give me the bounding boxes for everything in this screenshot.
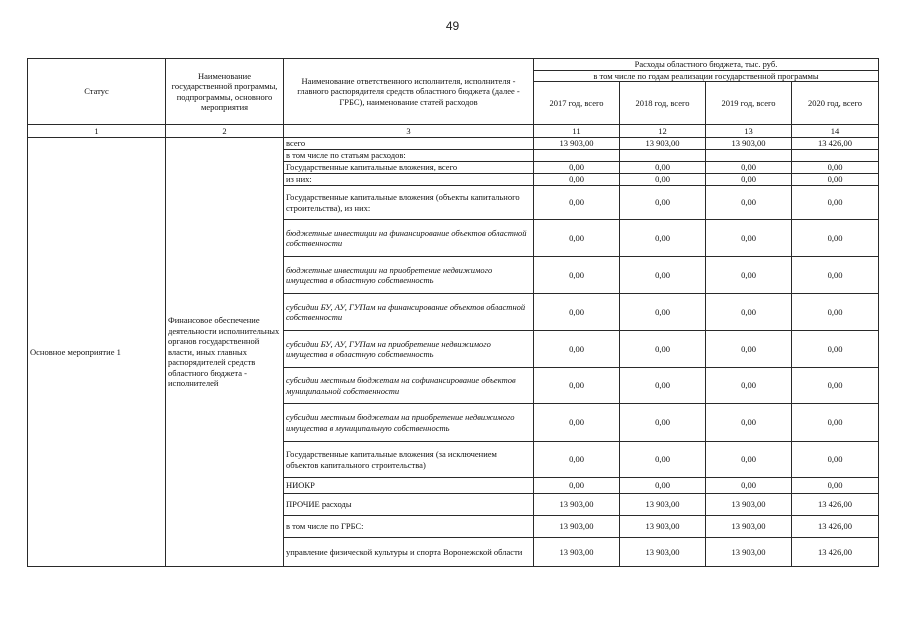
header-executor: Наименование ответственного исполнителя, исполнителя - главного распорядителя средств областного бюджета (далее - ГРБС), наименование статей расходов	[284, 59, 534, 125]
value-2020: 13 426,00	[792, 494, 879, 516]
value-2020: 0,00	[792, 174, 879, 186]
value-2020: 0,00	[792, 478, 879, 494]
value-2018: 0,00	[620, 162, 706, 174]
value-2017: 0,00	[534, 331, 620, 368]
value-2019: 0,00	[706, 294, 792, 331]
value-2020: 13 426,00	[792, 138, 879, 150]
column-number: 3	[284, 125, 534, 138]
header-year-2017: 2017 год, всего	[534, 82, 620, 125]
value-2018: 13 903,00	[620, 538, 706, 567]
value-2018: 0,00	[620, 220, 706, 257]
value-2018: 0,00	[620, 478, 706, 494]
row-label: бюджетные инвестиции на финансирование объектов областной собственности	[284, 220, 534, 257]
column-number: 13	[706, 125, 792, 138]
value-2020: 0,00	[792, 442, 879, 478]
row-label: в том числе по статьям расходов:	[284, 150, 534, 162]
header-year-2018: 2018 год, всего	[620, 82, 706, 125]
value-2018: 0,00	[620, 294, 706, 331]
value-2019: 0,00	[706, 186, 792, 220]
row-total	[28, 138, 879, 150]
header-row-1	[28, 59, 879, 71]
value-2017: 0,00	[534, 478, 620, 494]
page-number: 49	[445, 19, 460, 33]
value-2020: 0,00	[792, 162, 879, 174]
header-year-2019: 2019 год, всего	[706, 82, 792, 125]
value-2018	[620, 150, 706, 162]
row-label: из них:	[284, 174, 534, 186]
value-2019: 0,00	[706, 404, 792, 442]
value-2017: 13 903,00	[534, 516, 620, 538]
row-label: в том числе по ГРБС:	[284, 516, 534, 538]
value-2019: 0,00	[706, 478, 792, 494]
value-2018: 13 903,00	[620, 494, 706, 516]
value-2019: 0,00	[706, 220, 792, 257]
row-label: субсидии местным бюджетам на приобретение недвижимого имущества в муниципальную собственность	[284, 404, 534, 442]
value-2020: 0,00	[792, 331, 879, 368]
value-2017: 13 903,00	[534, 494, 620, 516]
value-2019	[706, 150, 792, 162]
header-status: Статус	[28, 59, 166, 125]
status-cell: Основное мероприятие 1	[28, 138, 166, 567]
value-2019: 13 903,00	[706, 516, 792, 538]
value-2020: 13 426,00	[792, 538, 879, 567]
value-2017: 0,00	[534, 442, 620, 478]
column-number: 1	[28, 125, 166, 138]
value-2017: 0,00	[534, 257, 620, 294]
row-label: бюджетные инвестиции на приобретение недвижимого имущества в областную собственность	[284, 257, 534, 294]
row-label: НИОКР	[284, 478, 534, 494]
value-2018: 0,00	[620, 331, 706, 368]
value-2019: 0,00	[706, 257, 792, 294]
value-2018: 13 903,00	[620, 516, 706, 538]
value-2017: 0,00	[534, 220, 620, 257]
value-2018: 0,00	[620, 368, 706, 404]
column-number: 2	[166, 125, 284, 138]
row-label: всего	[284, 138, 534, 150]
value-2020: 0,00	[792, 186, 879, 220]
value-2019: 13 903,00	[706, 538, 792, 567]
header-program-name: Наименование государственной программы, подпрограммы, основного мероприятия	[166, 59, 284, 125]
column-number: 14	[792, 125, 879, 138]
value-2020: 0,00	[792, 368, 879, 404]
value-2017: 0,00	[534, 368, 620, 404]
header-by-years: в том числе по годам реализации государственной программы	[534, 70, 879, 82]
value-2020: 13 426,00	[792, 516, 879, 538]
value-2018: 0,00	[620, 442, 706, 478]
value-2017: 13 903,00	[534, 138, 620, 150]
value-2020: 0,00	[792, 257, 879, 294]
row-label: субсидии БУ, АУ, ГУПам на приобретение недвижимого имущества в областную собственность	[284, 331, 534, 368]
program-cell: Финансовое обеспечение деятельности исполнительных органов государственной власти, иных главных распорядителей средств областного бюджета - исполнителей	[166, 138, 284, 567]
value-2017: 0,00	[534, 174, 620, 186]
value-2017: 0,00	[534, 294, 620, 331]
row-label: Государственные капитальные вложения (за исключением объектов капитального строительства)	[284, 442, 534, 478]
value-2019: 0,00	[706, 331, 792, 368]
value-2018: 0,00	[620, 174, 706, 186]
row-label: Государственные капитальные вложения (объекты капитального строительства), из них:	[284, 186, 534, 220]
value-2020: 0,00	[792, 220, 879, 257]
header-expenses: Расходы областного бюджета, тыс. руб.	[534, 59, 879, 71]
value-2017: 0,00	[534, 186, 620, 220]
value-2017: 0,00	[534, 162, 620, 174]
row-label: управление физической культуры и спорта Воронежской области	[284, 538, 534, 567]
value-2019: 13 903,00	[706, 138, 792, 150]
budget-table	[27, 58, 879, 567]
value-2020: 0,00	[792, 404, 879, 442]
column-number: 11	[534, 125, 620, 138]
value-2019: 0,00	[706, 368, 792, 404]
value-2018: 13 903,00	[620, 138, 706, 150]
value-2020: 0,00	[792, 294, 879, 331]
value-2020	[792, 150, 879, 162]
value-2018: 0,00	[620, 404, 706, 442]
row-label: субсидии местным бюджетам на софинансирование объектов муниципальной собственности	[284, 368, 534, 404]
value-2018: 0,00	[620, 257, 706, 294]
column-numbers-row	[28, 125, 879, 138]
value-2019: 0,00	[706, 174, 792, 186]
value-2019: 0,00	[706, 442, 792, 478]
row-label: ПРОЧИЕ расходы	[284, 494, 534, 516]
row-label: субсидии БУ, АУ, ГУПам на финансирование объектов областной собственности	[284, 294, 534, 331]
value-2019: 13 903,00	[706, 494, 792, 516]
header-year-2020: 2020 год, всего	[792, 82, 879, 125]
value-2018: 0,00	[620, 186, 706, 220]
value-2019: 0,00	[706, 162, 792, 174]
column-number: 12	[620, 125, 706, 138]
value-2017: 0,00	[534, 404, 620, 442]
value-2017: 13 903,00	[534, 538, 620, 567]
row-label: Государственные капитальные вложения, всего	[284, 162, 534, 174]
value-2017	[534, 150, 620, 162]
